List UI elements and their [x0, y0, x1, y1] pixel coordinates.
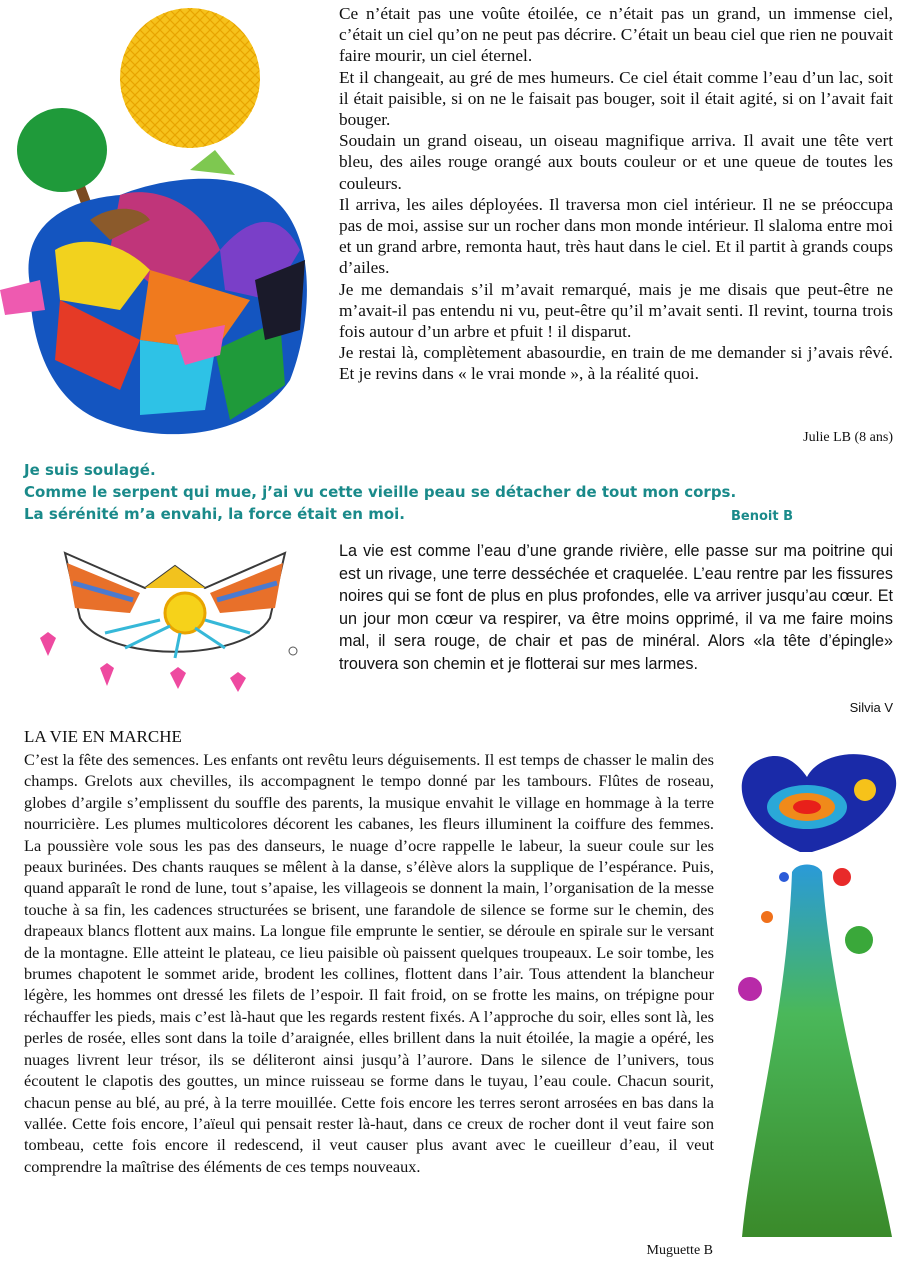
quote-line: Je suis soulagé. — [24, 461, 156, 479]
story-3-signature: Muguette B — [646, 1243, 713, 1258]
quote-signature: Benoit B — [730, 509, 793, 524]
story-3-heading: LA VIE EN MARCHE — [24, 727, 182, 746]
paragraph: Et il changeait, au gré de mes humeurs. Ce ciel était comme l’eau d’un lac, soit il était paisible, si on ne le faisait pas bouger, soit il était agité, si on l’avait fait bouger. — [339, 67, 893, 130]
child-drawing-sun-island — [0, 0, 330, 455]
child-drawing-sun-boat — [25, 538, 325, 703]
paragraph: Ce n’était pas une voûte étoilée, ce n’était pas un grand, un immense ciel, c’était un ciel qu’on ne peut pas décrire. C’était un beau ciel que rien ne pouvait faire mourir, un ciel éternel. — [339, 4, 893, 66]
paragraph: Je restai là, complètement abasourdie, en train de me demander si j’avais rêvé. Et je revins dans « le vrai monde », à la réalité quoi. — [339, 343, 893, 384]
story-2-text: La vie est comme l’eau d’une grande rivière, elle passe sur ma poitrine qui est un rivage, une terre desséchée et craquelée. L’eau rentre par les fissures noires qui se font de plus en plus profondes, elle va arriver jusqu’au cœur. Et un jour mon cœur va respirer, va être moins opprimé, il va me faire moins mal, il sera rouge, de chair et pas de minéral. Alors «la tête d’épingle» trouvera son chemin et je flotterai sur mes larmes. — [339, 542, 893, 673]
quote-line: La sérénité m’a envahi, la force était en moi. — [24, 505, 405, 523]
paragraph: Soudain un grand oiseau, un oiseau magnifique arriva. Il avait une tête vert bleu, des ailes rouge orangé aux bouts couleur or et une queue de toutes les couleurs. — [339, 131, 893, 193]
story-3-text: C’est la fête des semences. Les enfants ont revêtu leurs déguisements. Il est temps de chasser le malin des champs. Grelots aux chevilles, ils accompagnent le tempo donné par les tambours. Flûtes de roseau, globes d’argile s’emplissent du souffle des parents, la musique envahit le village en hommage à la terre nourricière. Les plumes multicolores décorent les cabanes, les fleurs illuminent la coiffure des femmes. La poussière vole sous les pas des danseurs, le nuage d’ocre rappelle le labeur, la sueur coule sur les peaux burinées. Des chants rauques se mêlent à la danse, s’élève alors la supplique de l’espérance. Puis, quand apparaît le rond de lune, tout s’apaise, les villageois se donnent la main, l’organisation de la messe touche à sa fin, les cadences structurées se brisent, une farandole de silence se forme sur le chemin, des drapeaux blancs flottent aux mains. La longue file emprunte le sentier, se déroule en spirale sur le versant de la montagne. Elle atteint le plateau, ce lieu paisible où paissent quelques troupeaux. Le soir tombe, les brumes chapotent le sommet aride, brodent les collines, flottent dans l’air. Tous attendent la blancheur légère, les hommes ont dressé les filets de l’espoir. Il fait froid, on se frotte les mains, on trépigne pour réchauffer les pieds, mais c’est là-haut que les regards restent fixés. A l’approche du soir, elles sont là, les perles de rosée, elles sont dans la toile d’araignée, elles brillent dans la nuit étoilée, la magie a opéré, les nuages livrent leur trésor, ils se déliteront ainsi jusqu’à l’aurore. Dans le silence de l’univers, tous écoutent le clapotis des gouttes, un mince ruisseau se forme dans le tuyau, l’eau coule. Chacun sourit, chacun pense au blé, au pré, à la terre mouillée. Cette fois encore les terres seront arrosées en bas dans la vallée. Cette fois encore, l’aïeul qui pensait rester là-haut, dans ce creux de rocher dont il veut faire son tombeau, cette fois encore il redescend, il veut causer plus avant avec le cueilleur d’eau, il veut comprendre la maîtrise des éléments de ces temps nouveaux. — [24, 750, 714, 1176]
paragraph: Je me demandais s’il m’avait remarqué, mais je me disais que peut-être ne m’avait-il pas entendu ni vu, peut-être qu’il m’avait senti. Il revint, tourna trois fois autour d’un arbre et pfuit ! il disparut. — [339, 279, 893, 342]
quote-block — [24, 459, 764, 525]
paragraph: Il arriva, les ailes déployées. Il traversa mon ciel intérieur. Il ne se préoccupa pas de moi, assise sur un rocher dans mon monde intérieur. Il slaloma entre moi et un grand arbre, remonta haut, très haut dans le ciel. Et il partit à grands coups d’ailes. — [339, 194, 893, 278]
story-1-signature: Julie LB (8 ans) — [803, 430, 893, 445]
story-1-text — [339, 3, 893, 385]
quote-line: Comme le serpent qui mue, j’ai vu cette vieille peau se détacher de tout mon corps. — [24, 483, 737, 501]
child-drawing-heart-tree — [722, 752, 920, 1244]
story-2-signature: Silvia V — [849, 700, 893, 715]
